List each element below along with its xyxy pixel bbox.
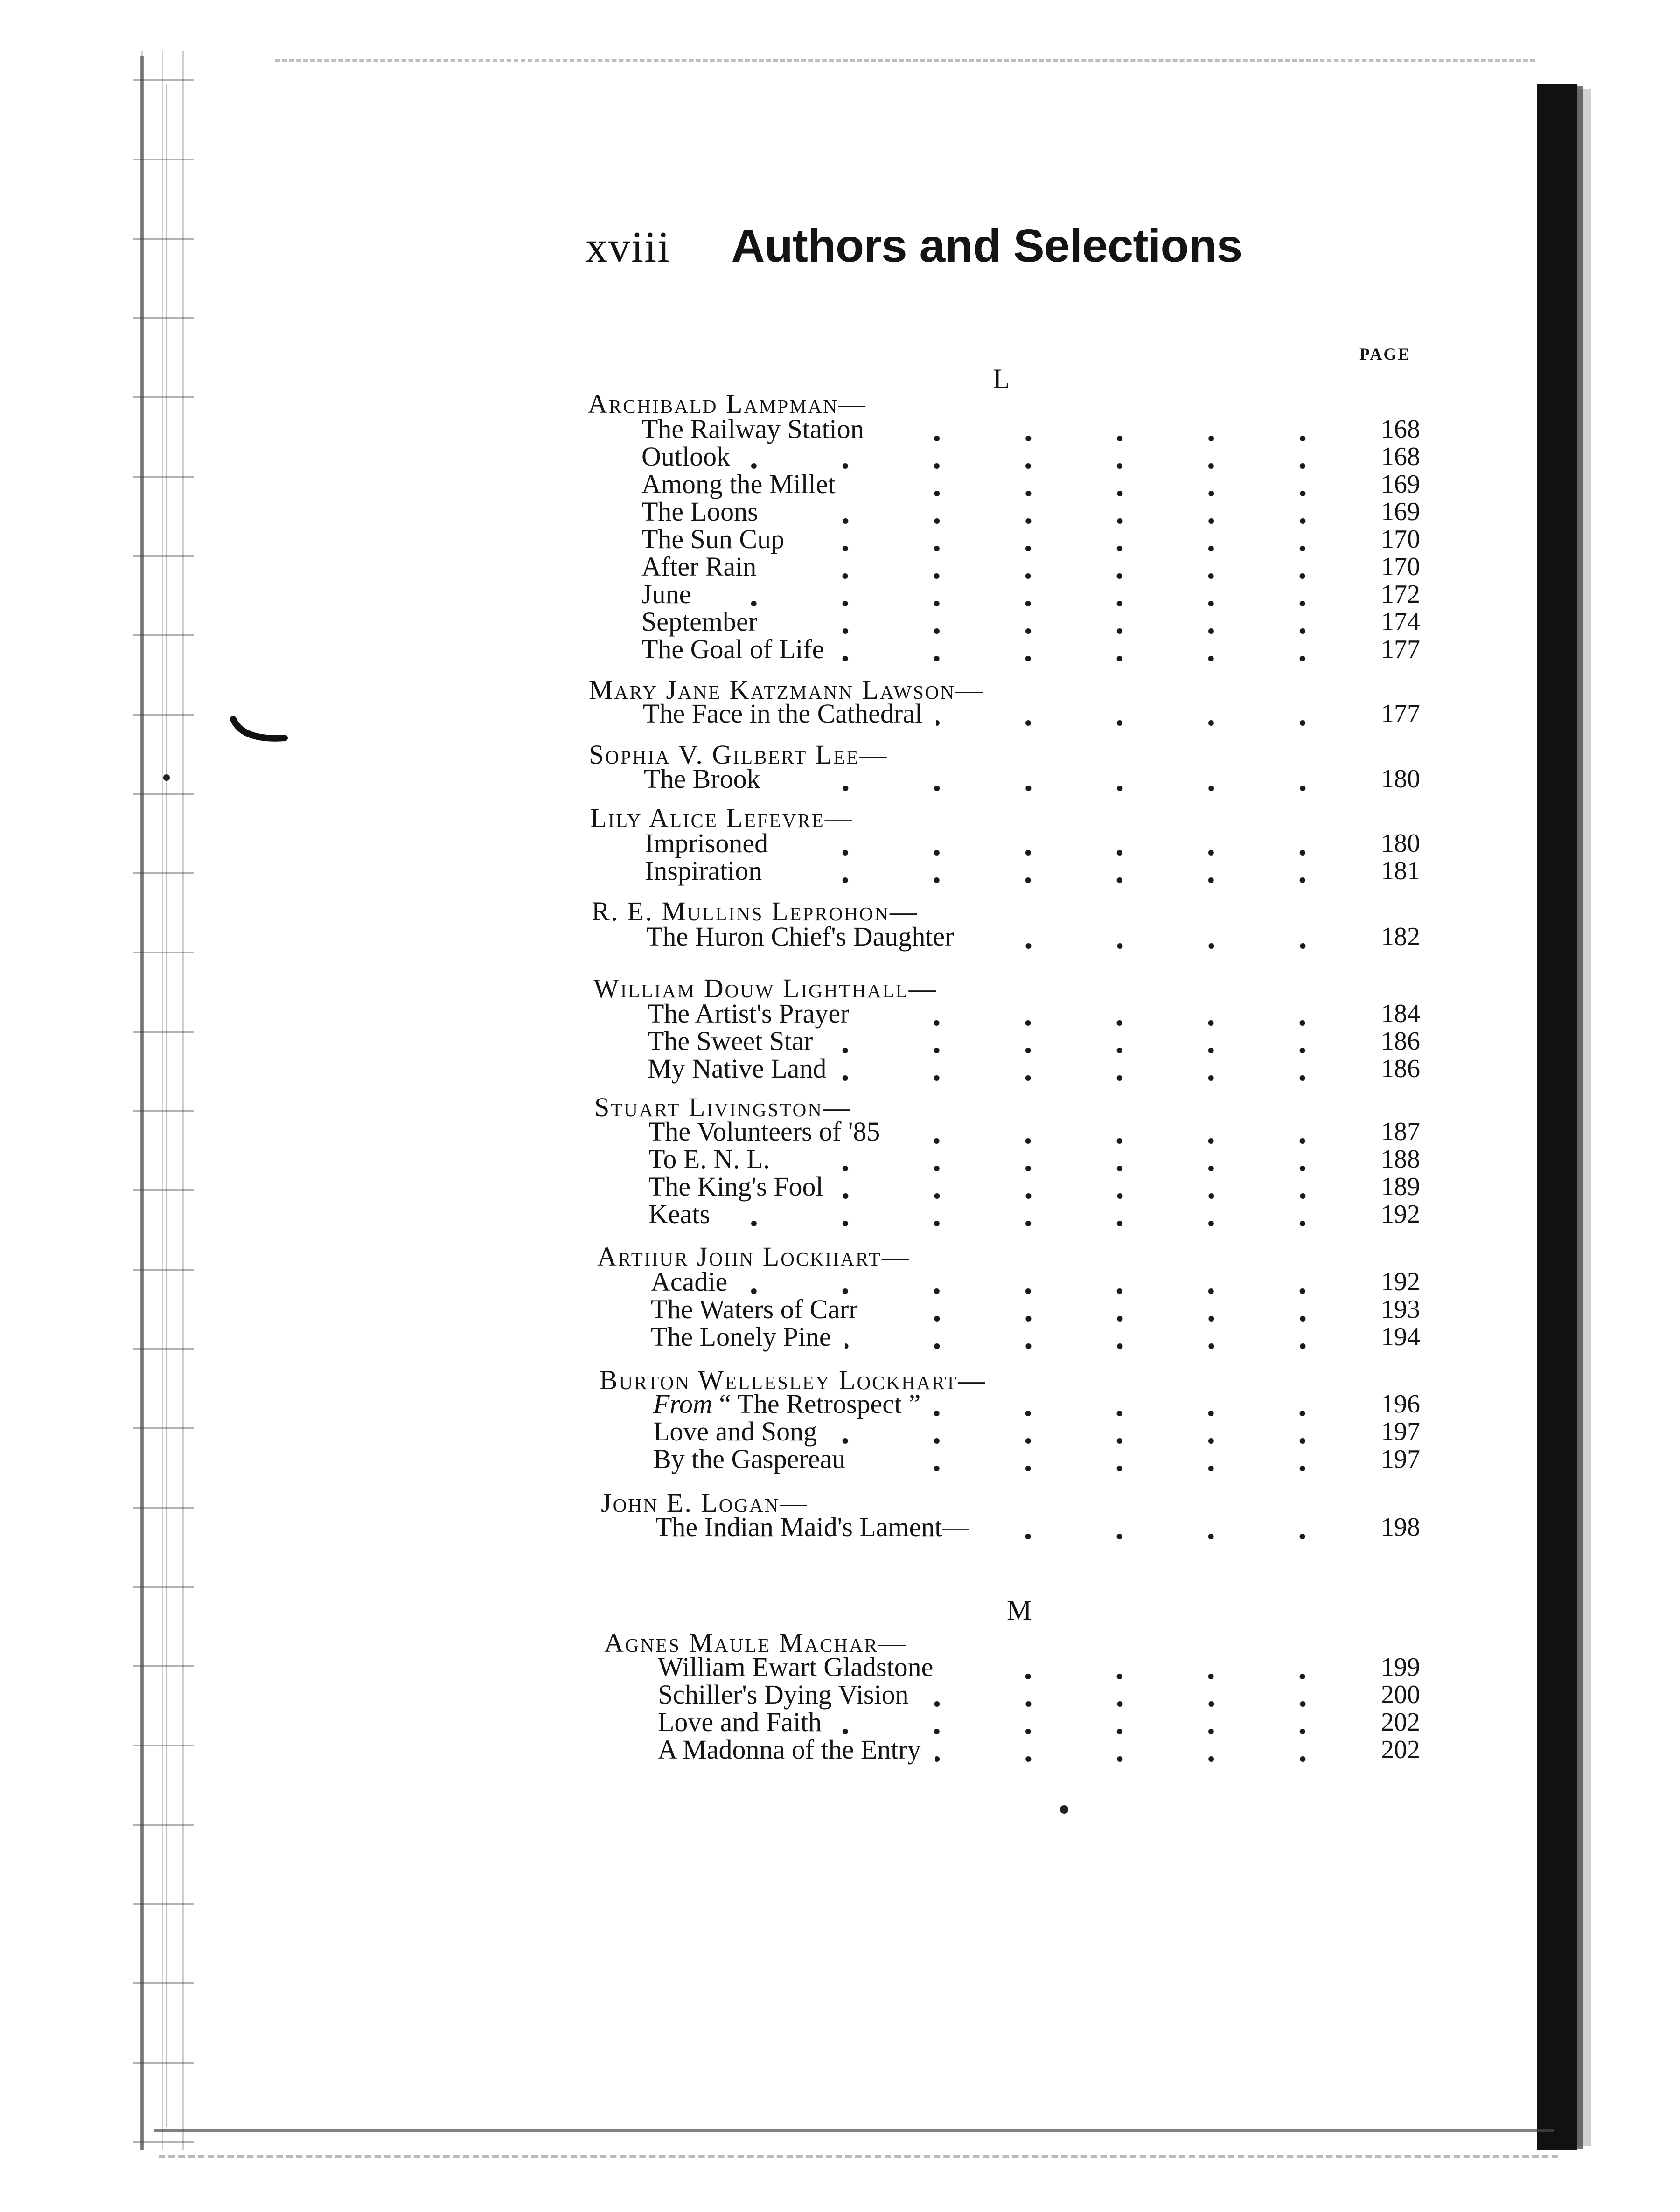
entry-title: Imprisoned <box>645 828 768 858</box>
dot-leader <box>872 1316 1348 1322</box>
entry-title: The Goal of Life <box>641 634 824 664</box>
entry-page-number: 181 <box>1381 856 1420 885</box>
entry-page-number: 189 <box>1381 1172 1420 1201</box>
scan-bottom-edge <box>154 2129 1554 2132</box>
entry-title: Among the Millet <box>641 469 836 499</box>
author-name: Archibald Lampman— <box>588 389 867 419</box>
entry-page-number: 193 <box>1381 1295 1420 1324</box>
entry-page-number: 200 <box>1381 1680 1420 1709</box>
toc-entry[interactable] <box>641 635 1481 663</box>
entry-page-number: 202 <box>1381 1708 1420 1737</box>
entry-title: The King's Fool <box>648 1171 823 1202</box>
author-name: William Douw Lighthall— <box>593 973 937 1003</box>
dot-leader <box>831 1438 1348 1444</box>
entry-title-text: “ The Retrospect ” <box>712 1389 921 1419</box>
toc-entry[interactable] <box>653 1445 1493 1473</box>
page-number: xviii <box>586 223 671 271</box>
entry-page-number: 194 <box>1381 1322 1420 1351</box>
toc-entry[interactable] <box>658 1653 1498 1681</box>
toc-entry[interactable] <box>641 608 1481 636</box>
dot-leader <box>968 943 1348 949</box>
dot-leader <box>947 1674 1348 1679</box>
dot-leader <box>784 1166 1348 1171</box>
running-header <box>586 219 1242 275</box>
dot-leader <box>776 877 1348 883</box>
toc-entry[interactable] <box>653 1390 1493 1418</box>
author-name: Stuart Livingston— <box>594 1092 851 1122</box>
toc-entry[interactable] <box>658 1708 1498 1736</box>
toc-entry[interactable] <box>651 1268 1491 1296</box>
toc-entry[interactable] <box>641 553 1481 581</box>
dot-leader <box>923 1701 1348 1707</box>
toc-entry[interactable] <box>648 1055 1487 1083</box>
toc-entry[interactable] <box>658 1736 1498 1764</box>
dot-leader <box>863 1020 1348 1026</box>
entry-page-number: 174 <box>1381 607 1420 636</box>
ink-blot <box>163 774 170 781</box>
author-name: Mary Jane Katzmann Lawson— <box>589 675 984 705</box>
entry-page-number: 188 <box>1381 1145 1420 1174</box>
entry-page-number: 186 <box>1381 1027 1420 1056</box>
dot-leader <box>936 720 1348 726</box>
dot-leader <box>705 601 1348 606</box>
ink-blot <box>1060 1805 1068 1814</box>
entry-page-number: 180 <box>1381 765 1420 793</box>
entry-title: The Volunteers of '85 <box>648 1116 880 1147</box>
toc-entry[interactable] <box>641 415 1481 443</box>
dot-leader <box>774 786 1348 791</box>
toc-entry[interactable] <box>648 1200 1488 1228</box>
dot-leader <box>744 463 1348 469</box>
toc-entry[interactable] <box>648 1027 1487 1055</box>
entry-title: A Madonna of the Entry <box>658 1734 921 1765</box>
dot-leader <box>782 850 1348 856</box>
entry-title: The Railway Station <box>641 414 864 444</box>
entry-page-number: 186 <box>1381 1054 1420 1083</box>
dot-leader <box>878 436 1348 441</box>
dot-leader <box>772 518 1348 524</box>
entry-page-number: 172 <box>1381 580 1420 609</box>
dot-leader <box>798 546 1348 551</box>
toc-entry[interactable] <box>648 1000 1487 1028</box>
toc-entry[interactable] <box>643 700 1483 728</box>
entry-title <box>653 1390 920 1418</box>
entry-title: The Indian Maid's Lament— <box>655 1512 969 1542</box>
entry-page-number: 202 <box>1381 1735 1420 1764</box>
entry-page-number: 184 <box>1381 999 1420 1028</box>
toc-entry[interactable] <box>648 1145 1488 1173</box>
toc-entry[interactable] <box>641 580 1481 608</box>
entry-title: Inspiration <box>645 856 762 886</box>
toc-entry[interactable] <box>641 525 1481 553</box>
author-name: Burton Wellesley Lockhart— <box>600 1365 987 1395</box>
entry-title: The Loons <box>641 496 758 527</box>
toc-entry[interactable] <box>645 857 1485 885</box>
toc-entry[interactable] <box>641 498 1481 526</box>
entry-page-number: 169 <box>1381 470 1420 499</box>
entry-title: To E. N. L. <box>648 1144 770 1174</box>
entry-title: Love and Song <box>653 1416 817 1447</box>
entry-title: The Sun Cup <box>641 524 785 554</box>
entry-page-number: 197 <box>1381 1445 1420 1474</box>
section-letter: L <box>993 363 1010 394</box>
entry-title: By the Gaspereau <box>653 1444 846 1474</box>
entry-title: Keats <box>648 1199 711 1229</box>
entry-title: The Face in the Cathedral <box>643 698 923 729</box>
dot-leader <box>724 1221 1348 1226</box>
entry-page-number: 180 <box>1381 829 1420 858</box>
entry-title: The Artist's Prayer <box>648 998 850 1029</box>
toc-entry[interactable] <box>646 923 1486 951</box>
entry-title: Acadie <box>651 1266 728 1297</box>
dot-leader <box>770 573 1348 579</box>
entry-title-prefix: From <box>653 1389 712 1419</box>
entry-page-number: 192 <box>1381 1200 1420 1229</box>
entry-title: Outlook <box>641 441 731 472</box>
toc-entry[interactable] <box>645 829 1485 857</box>
author-name: Sophia V. Gilbert Lee— <box>589 739 888 770</box>
toc-entry[interactable] <box>651 1323 1491 1351</box>
entry-title: Love and Faith <box>658 1707 822 1737</box>
entry-page-number: 169 <box>1381 497 1420 526</box>
binding-edge-line <box>140 56 144 2150</box>
section-letter: M <box>1007 1595 1032 1626</box>
entry-title: My Native Land <box>648 1053 827 1084</box>
toc-entry[interactable] <box>648 1173 1488 1201</box>
entry-page-number: 192 <box>1381 1267 1420 1296</box>
entry-title: The Waters of Carr <box>651 1294 858 1324</box>
entry-page-number: 196 <box>1381 1390 1420 1419</box>
entry-title: Schiller's Dying Vision <box>658 1679 909 1710</box>
entry-page-number: 168 <box>1381 442 1420 471</box>
entry-page-number: 177 <box>1381 699 1420 728</box>
author-name: Agnes Maule Machar— <box>604 1628 907 1658</box>
toc-entry[interactable] <box>651 1295 1491 1323</box>
author-name: John E. Logan— <box>601 1488 809 1518</box>
dot-leader <box>837 1193 1348 1199</box>
toc-entry[interactable] <box>648 1118 1488 1146</box>
toc-entry[interactable] <box>653 1418 1493 1446</box>
entry-title: The Huron Chief's Daughter <box>646 921 954 952</box>
dot-leader <box>983 1534 1348 1539</box>
dot-leader <box>840 1075 1348 1081</box>
entry-page-number: 168 <box>1381 415 1420 444</box>
toc-entry[interactable] <box>641 470 1481 498</box>
dot-leader <box>845 1343 1348 1349</box>
dot-leader <box>836 1729 1348 1734</box>
toc-entry[interactable] <box>658 1681 1498 1709</box>
dot-leader <box>741 1288 1348 1294</box>
entry-title: The Brook <box>644 764 760 794</box>
page-column-label: PAGE <box>1359 345 1411 363</box>
entry-page-number: 198 <box>1381 1513 1420 1542</box>
dot-leader <box>894 1138 1348 1144</box>
toc-entry[interactable] <box>644 765 1484 793</box>
dot-leader <box>827 1048 1348 1053</box>
dot-leader <box>934 1411 1348 1416</box>
toc-entry[interactable] <box>641 443 1481 471</box>
page-title: Authors and Selections <box>731 220 1242 272</box>
entry-page-number: 170 <box>1381 552 1420 581</box>
entry-title: June <box>641 579 691 609</box>
dot-leader <box>838 656 1348 661</box>
author-name: Lily Alice Lefevre— <box>590 803 853 833</box>
binding-edge-line-inner <box>166 84 167 2127</box>
author-name: Arthur John Lockhart— <box>597 1241 910 1272</box>
scan-top-edge <box>275 59 1535 62</box>
entry-page-number: 170 <box>1381 525 1420 554</box>
entry-title: September <box>641 606 758 637</box>
entry-page-number: 199 <box>1381 1653 1420 1682</box>
dot-leader <box>859 1466 1348 1471</box>
dot-leader <box>935 1756 1348 1762</box>
scan-edge-bar <box>1537 84 1577 2150</box>
toc-entry[interactable] <box>655 1513 1495 1541</box>
entry-title: The Lonely Pine <box>651 1322 831 1352</box>
entry-title: The Sweet Star <box>648 1026 813 1056</box>
author-name: R. E. Mullins Leprohon— <box>592 896 919 926</box>
ink-mark <box>229 714 294 746</box>
entry-title: After Rain <box>641 551 757 582</box>
entry-page-number: 182 <box>1381 922 1420 951</box>
entry-page-number: 187 <box>1381 1117 1420 1146</box>
scan-bottom-edge-dashes <box>159 2155 1558 2158</box>
entry-page-number: 177 <box>1381 635 1420 664</box>
dot-leader <box>850 491 1348 496</box>
entry-page-number: 197 <box>1381 1417 1420 1446</box>
entry-title: William Ewart Gladstone <box>658 1652 934 1682</box>
dot-leader <box>771 628 1348 634</box>
